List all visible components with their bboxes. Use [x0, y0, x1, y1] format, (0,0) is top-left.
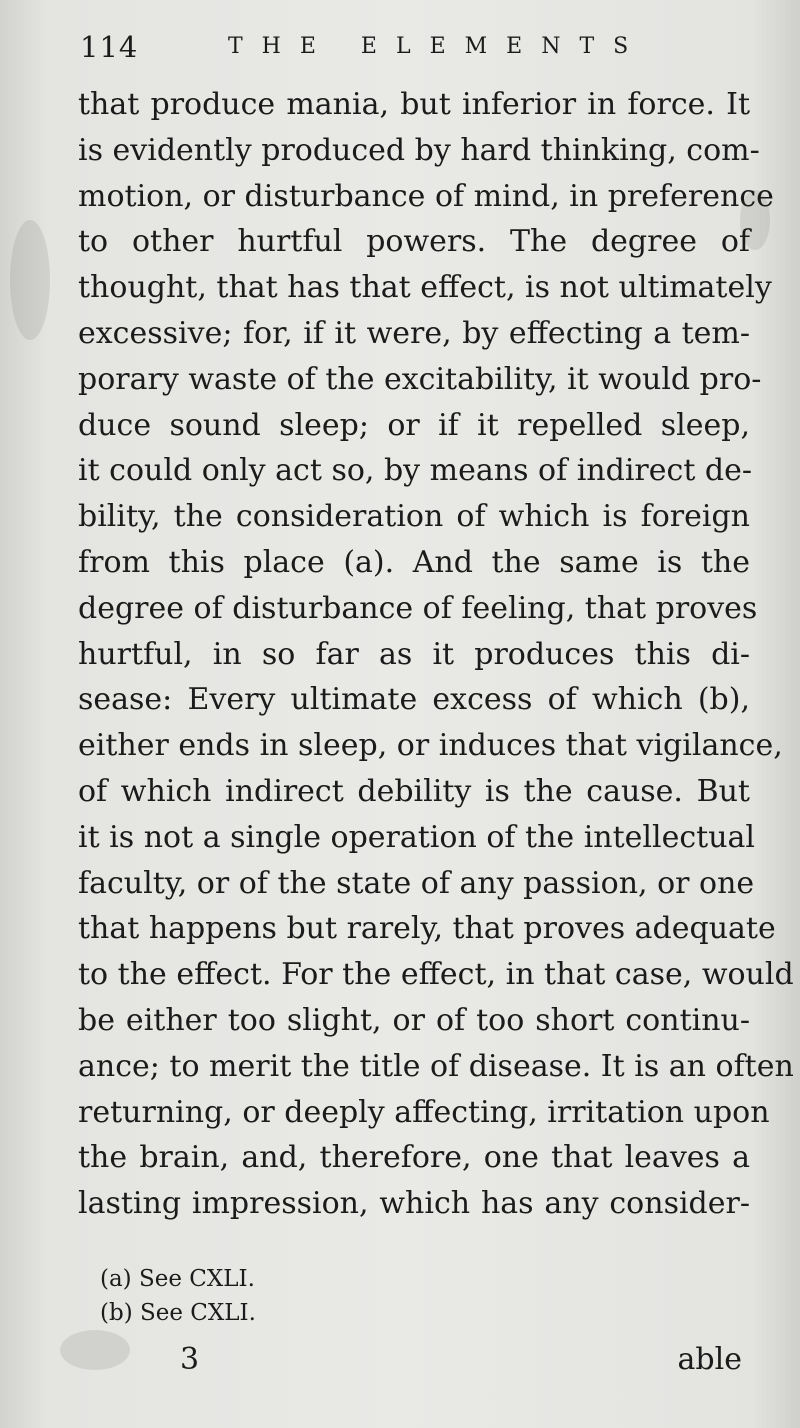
text-line: degree of disturbance of feeling, that proves — [78, 590, 758, 626]
text-line: either ends in sleep, or induces that vigilance, — [78, 728, 783, 764]
text-line: that happens but rarely, that proves adequate — [78, 911, 776, 947]
footnotes — [100, 1262, 500, 1330]
text-line: it is not a single operation of the intellectual — [78, 819, 756, 855]
text-line: returning, or deeply affecting, irritation upon — [78, 1094, 770, 1130]
footnote: (b) See CXLI. — [100, 1300, 256, 1326]
text-line: to other hurtful powers. The degree of — [78, 224, 750, 260]
text-line: from this place (a). And the same is the — [78, 544, 750, 580]
text-line: to the effect. For the effect, in that case, would — [78, 957, 794, 993]
text-line: that produce mania, but inferior in force. It — [78, 87, 750, 122]
text-line: thought, that has that effect, is not ultimately — [78, 270, 772, 306]
text-line: ance; to merit the title of disease. It is an often — [78, 1048, 794, 1084]
text-line: sease: Every ultimate excess of which (b), — [78, 682, 750, 718]
text-line: hurtful, in so far as it produces this di- — [78, 636, 750, 672]
catchword: able — [677, 1342, 742, 1377]
running-head: THE ELEMENTS — [228, 34, 648, 59]
text-line: faculty, or of the state of any passion, or one — [78, 865, 755, 901]
body-text — [78, 82, 794, 1227]
text-line: bility, the consideration of which is foreign — [78, 499, 750, 535]
paper-stain — [10, 220, 50, 340]
page-number: 114 — [80, 30, 139, 64]
text-line: be either too slight, or of too short continu- — [78, 1002, 750, 1038]
page-header — [80, 30, 760, 70]
text-line: of which indirect debility is the cause. But — [78, 773, 750, 809]
text-line: it could only act so, by means of indirect de- — [78, 453, 753, 489]
paper-stain — [60, 1330, 130, 1370]
signature-mark: 3 — [180, 1342, 200, 1377]
text-line: is evidently produced by hard thinking, com- — [78, 132, 760, 168]
text-line: porary waste of the excitability, it would pro- — [78, 361, 762, 397]
text-line: the brain, and, therefore, one that leaves a — [78, 1140, 750, 1176]
text-line: lasting impression, which has any consider- — [78, 1186, 750, 1222]
text-line: motion, or disturbance of mind, in preference — [78, 178, 774, 214]
text-line: duce sound sleep; or if it repelled sleep, — [78, 407, 750, 443]
text-line: excessive; for, if it were, by effecting a tem- — [78, 315, 750, 351]
footnote: (a) See CXLI. — [100, 1266, 255, 1292]
